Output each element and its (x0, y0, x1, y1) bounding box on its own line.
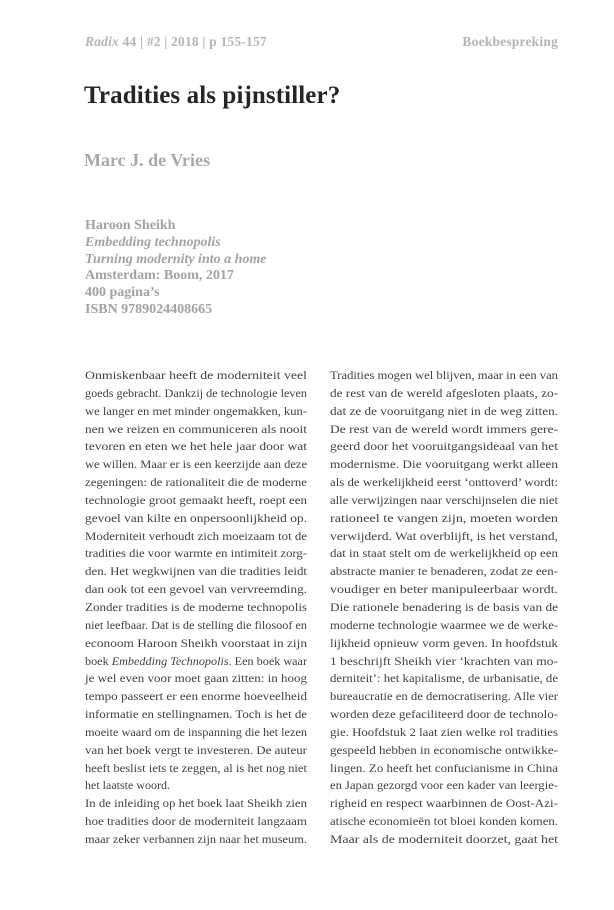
text-line: econoom Haroon Sheikh voorstaat in zijn (85, 635, 307, 650)
book-page-count: 400 pagina’s (85, 285, 160, 301)
article-body (85, 367, 558, 849)
text-line: De rest van de wereld wordt immers gere- (330, 421, 558, 436)
text-line: heeft beslist iets te zeggen, al is het nog niet (85, 760, 307, 775)
book-author: Haroon Sheikh (85, 218, 176, 233)
text-line: Moderniteit verhoudt zich moeizaam tot de (85, 528, 307, 543)
text-line: tempo passeert er een enorme hoeveelheid (85, 689, 307, 704)
text-line: nen we reizen en communiceren als nooit (85, 421, 307, 436)
body-column-left (85, 367, 307, 849)
text-line: niet leefbaar. Dat is de stelling die filosoof en (85, 617, 307, 632)
author-name: Marc J. de Vries (84, 150, 210, 170)
text-line: we willen. Maar er is een keerzijde aan deze (85, 457, 307, 472)
book-subtitle: Turning modernity into a home (85, 251, 267, 267)
text-line: het laatste woord. (85, 778, 170, 793)
text-line: de rest van de wereld afgesloten plaats, zo- (330, 385, 558, 400)
book-publisher: Amsterdam: Boom, 2017 (85, 268, 234, 284)
text-line: dan ook tot een gevoel van vervreemding. (85, 582, 307, 597)
text-line: zegeningen: de rationaliteit die de moderne (85, 475, 307, 490)
text-line: derniteit’: het kapitalisme, de urbanisatie, de (330, 671, 558, 686)
journal-issue-line (85, 34, 267, 50)
text-line: lingen. Zo heeft het confucianisme in China (330, 760, 558, 775)
text-line: en Japan gezorgd voor een kader van leergie- (330, 778, 558, 793)
text-line: lijkheid opnieuw vorm geven. In hoofdstuk (330, 635, 558, 650)
text-line: Zonder tradities is de moderne technopolis (85, 599, 307, 614)
text-line: moderne technologie waarmee we de werke- (330, 617, 558, 632)
text-line: Maar als de moderniteit doorzet, gaat het (330, 831, 558, 846)
text-line: Tradities mogen wel blijven, maar in een van (330, 368, 558, 382)
text-line: gespeeld hebben in economische ontwikke- (330, 742, 558, 757)
text-line: Die rationele benadering is de basis van de (330, 599, 558, 614)
text-line: dat ze de vooruitgang niet in de weg zitten. (330, 403, 558, 418)
text-line: van het boek vergt te investeren. De auteur (85, 742, 307, 757)
text-line: tradities die voor warmte en intimiteit zorg- (85, 546, 307, 561)
text-line: informatie en stellingnamen. Toch is het de (85, 707, 307, 722)
text-line: gie. Hoofdstuk 2 laat zien welke rol tradities (330, 724, 558, 739)
journal-name: Radix (85, 34, 120, 49)
text-line: righeid en respect waarbinnen de Oost-Azi- (330, 796, 558, 811)
text-line: voudiger en beter manipuleerbaar wordt. (330, 582, 558, 597)
text-line: abstracte manier te benaderen, zodat ze een- (330, 564, 558, 579)
text-line: goeds gebracht. Dankzij de technologie leven (85, 385, 307, 400)
text-line: alle verwijzingen naar verschijnselen die niet (330, 492, 558, 507)
text-line: Onmiskenbaar heeft de moderniteit veel (85, 368, 307, 382)
text-line: bureaucratie en de democratisering. Alle vier (330, 689, 558, 704)
text-line: In de inleiding op het boek laat Sheikh zien (85, 796, 307, 811)
text-line: 1 beschrijft Sheikh vier ‘krachten van mo- (330, 653, 558, 668)
text-line: rationeel te vangen zijn, moeten worden (330, 510, 558, 525)
text-line: als de werkelijkheid eerst ‘onttoverd’ wordt: (330, 475, 558, 490)
section-label: Boekbespreking (462, 34, 558, 49)
text-line: moeite waard om de inspanning die het lezen (85, 724, 307, 739)
book-isbn: ISBN 9789024408665 (85, 301, 213, 317)
text-line: we langer en met minder ongemakken, kun- (85, 403, 307, 418)
text-line: atische economieën tot bloei konden komen. (330, 814, 558, 829)
text-line: geerd door het vooruitgangsideaal van het (330, 439, 558, 454)
issue-info: 44 | #2 | 2018 | p 155-157 (122, 34, 267, 49)
text-line: worden deze gefaciliteerd door de technolo- (330, 707, 558, 722)
body-column-right (330, 367, 558, 849)
text-line: tevoren en eten we het hele jaar door wat (85, 439, 307, 454)
book-citation (85, 218, 267, 319)
text-line: boek Embedding Technopolis. Een boek waar (85, 653, 307, 668)
text-line: je wel even voor moet gaan zitten: in hoog (85, 671, 307, 686)
text-line: maar zeker verbannen zijn naar het museum. (85, 831, 307, 846)
page-header (85, 34, 558, 50)
article-title: Tradities als pijnstiller? (84, 82, 341, 109)
text-line: hoe tradities door de moderniteit langzaam (85, 814, 307, 829)
text-line: modernisme. Die vooruitgang werkt alleen (330, 457, 558, 472)
book-title: Embedding technopolis (85, 234, 221, 250)
text-line: gevoel van kilte en onpersoonlijkheid op. (85, 510, 307, 525)
text-line: technologie groot gemaakt heeft, roept een (85, 492, 307, 507)
text-line: dat in staat stelt om de werkelijkheid op een (330, 546, 558, 561)
text-line: den. Het wegkwijnen van die tradities leidt (85, 564, 307, 579)
text-line: verwijderd. Wat overblijft, is het verstand, (330, 528, 558, 543)
